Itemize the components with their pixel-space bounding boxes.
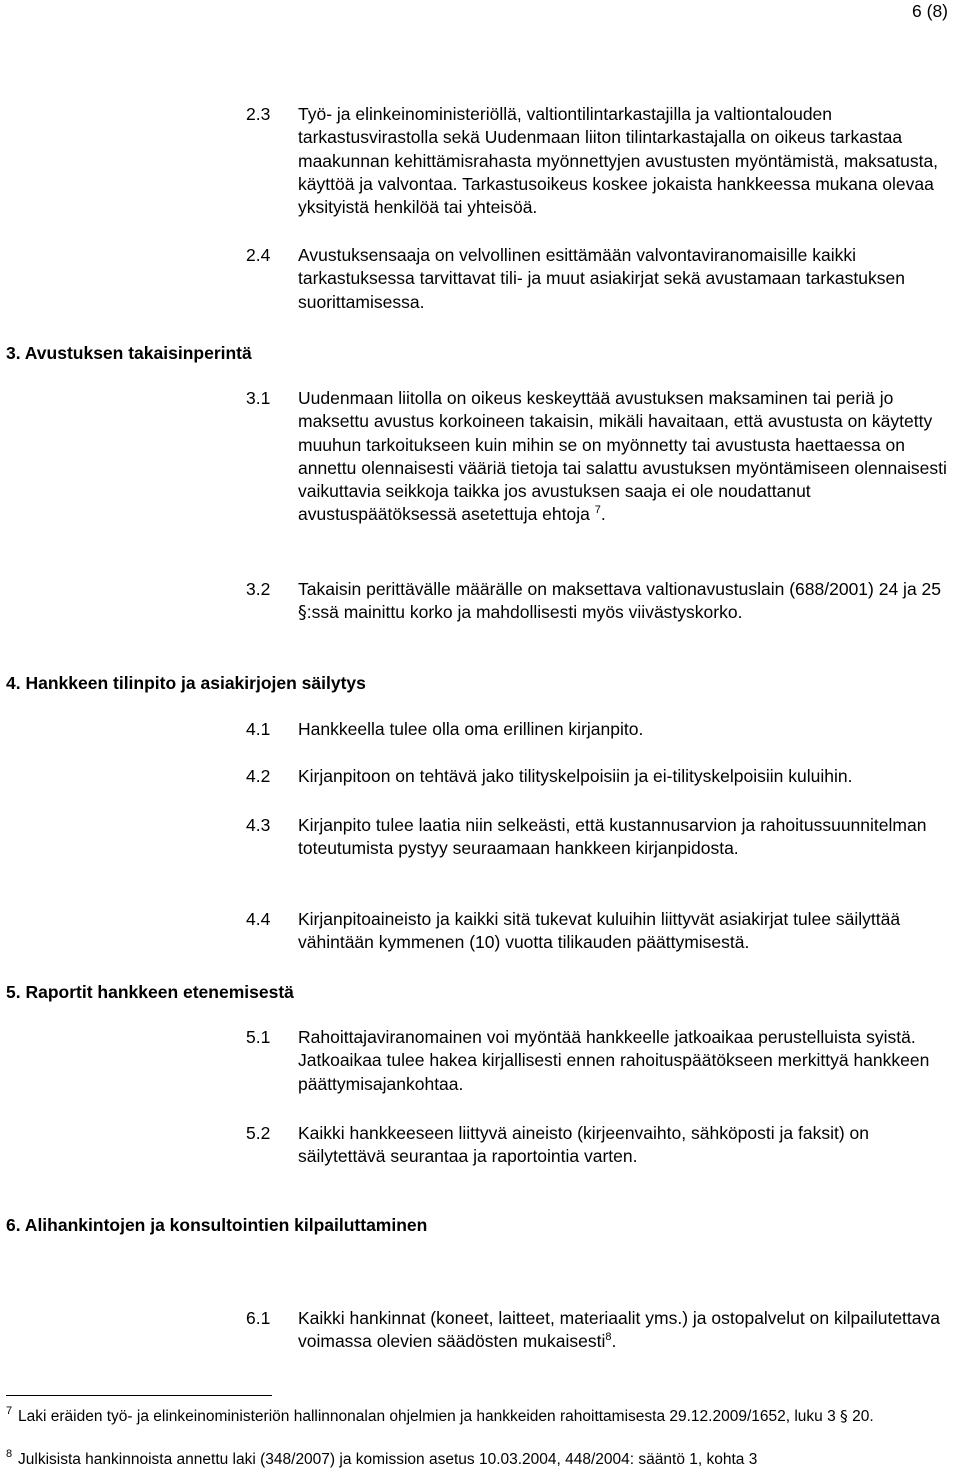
paragraph-number: 5.2 [246, 1123, 271, 1143]
paragraph-5-2 [246, 1122, 958, 1169]
paragraph-text: Työ- ja elinkeinoministeriöllä, valtiontilintarkastajilla ja valtiontalouden tarkastusvirastolla sekä Uudenmaan liiton tilintarkastajalla on oikeus tarkastaa maakunnan kehittämisrahasta myönnettyjen avustusten myöntämistä, maksatusta, käyttöä ja valvontaa. Tarkastusoikeus koskee jokaista hankkeessa mukana olevaa yksityistä henkilöä tai yhteisöä. [298, 104, 939, 218]
paragraph-text-tail: . [600, 504, 606, 525]
footnote-text: Julkisista hankinnoista annettu laki (348/2007) ja komission asetus 10.03.2004, 448/2004: sääntö 1, kohta 3 [18, 1451, 758, 1468]
paragraph-text-b: :ssä mainittu korko ja mahdollisesti myös viivästyskorko. [306, 602, 743, 623]
paragraph-text [298, 1307, 958, 1354]
paragraph-number: 4.4 [246, 909, 271, 929]
paragraph-text: Rahoittajaviranomainen voi myöntää hankkeelle jatkoaikaa perustelluista syistä. Jatkoaikaa tulee hakea kirjallisesti ennen rahoituspäätökseen merkittyä hankkeen päättymisajankohtaa. [298, 1027, 930, 1094]
paragraph-6-1 [246, 1307, 958, 1354]
section-heading-3: 3. Avustuksen takaisinperintä [6, 343, 252, 363]
paragraph-text: Kirjanpitoaineisto ja kaikki sitä tukevat kuluihin liittyvät asiakirjat tulee säilyttää vähintään kymmenen (10) vuotta tilikauden päättymisestä. [298, 909, 901, 953]
section-heading-6: 6. Alihankintojen ja konsultointien kilpailuttaminen [6, 1215, 428, 1235]
paragraph-4-3 [246, 814, 958, 861]
footnote-mark: 7 [6, 1405, 13, 1417]
page-number: 6 (8) [912, 1, 948, 21]
paragraph-number: 6.1 [246, 1308, 271, 1328]
section-symbol: § [298, 603, 307, 624]
footnote-mark: 8 [6, 1448, 13, 1460]
footnote-7 [6, 1407, 956, 1426]
paragraph-text: Hankkeella tulee olla oma erillinen kirjanpito. [298, 719, 644, 739]
section-heading-5: 5. Raportit hankkeen etenemisestä [6, 982, 294, 1002]
paragraph-text-main: Kaikki hankinnat (koneet, laitteet, materiaalit yms.) ja ostopalvelut on kilpailutettava voimassa olevien säädösten mukaisesti [298, 1308, 940, 1352]
footnote-text-a: Laki eräiden työ- ja elinkeinoministeriön hallinnonalan ohjelmien ja hankkeiden rahoittamisesta 29.12.2009/1652, luku 3 [18, 1408, 841, 1425]
paragraph-5-1 [246, 1026, 958, 1096]
paragraph-text-a: Takaisin perittävälle määrälle on maksettava valtionavustuslain (688/2001) 24 ja 25 [298, 579, 942, 599]
paragraph-number: 5.1 [246, 1027, 271, 1047]
paragraph-2-4 [246, 244, 958, 314]
paragraph-4-2 [246, 765, 958, 788]
paragraph-number: 2.4 [246, 245, 271, 265]
footnote-ref-8: 8 [605, 1331, 612, 1344]
paragraph-text: Kirjanpitoon on tehtävä jako tilityskelpoisiin ja ei-tilityskelpoisiin kuluihin. [298, 766, 853, 786]
paragraph-text-tail: . [611, 1331, 617, 1352]
paragraph-4-4 [246, 908, 958, 955]
footnote-8 [6, 1450, 956, 1469]
paragraph-text-main: Uudenmaan liitolla on oikeus keskeyttää avustuksen maksaminen tai periä jo maksettu avustus korkoineen takaisin, mikäli havaitaan, että avustusta on käytetty muuhun tarkoitukseen kuin mihin se on myönnetty tai avustusta haettaessa on annettu olennaisesti vääriä tietoja tai salattu avustuksen myöntämiseen olennaisesti vaikuttavia seikkoja taikka jos avustuksen saaja ei ole noudattanut avustuspäätöksessä asetettuja ehtoja [298, 388, 947, 525]
paragraph-2-3 [246, 103, 958, 219]
paragraph-text [298, 387, 958, 527]
paragraph-text [298, 578, 958, 626]
footnote-text [18, 1407, 956, 1426]
paragraph-3-2 [246, 578, 958, 626]
paragraph-number: 2.3 [246, 104, 271, 124]
paragraph-text: Kirjanpito tulee laatia niin selkeästi, että kustannusarvion ja rahoitussuunnitelman toteutumista pystyy seuraamaan hankkeen kirjanpidosta. [298, 815, 927, 859]
paragraph-number: 3.1 [246, 388, 271, 408]
footnote-text-b: 20. [847, 1408, 874, 1425]
section-symbol: § [840, 1407, 848, 1425]
paragraph-number: 4.3 [246, 815, 271, 835]
paragraph-text: Kaikki hankkeeseen liittyvä aineisto (kirjeenvaihto, sähköposti ja faksit) on säilytettävä seurantaa ja raportointia varten. [298, 1123, 869, 1167]
paragraph-3-1 [246, 387, 958, 527]
paragraph-number: 3.2 [246, 579, 271, 599]
footnote-separator [6, 1395, 272, 1396]
paragraph-number: 4.2 [246, 766, 271, 786]
paragraph-number: 4.1 [246, 719, 271, 739]
section-heading-4: 4. Hankkeen tilinpito ja asiakirjojen säilytys [6, 673, 366, 693]
paragraph-text: Avustuksensaaja on velvollinen esittämään valvontaviranomaisille kaikki tarkastuksessa tarvittavat tili- ja muut asiakirjat sekä avustamaan tarkastuksen suorittamisessa. [298, 245, 905, 312]
footnote-ref-7: 7 [594, 504, 601, 517]
paragraph-4-1 [246, 718, 958, 741]
